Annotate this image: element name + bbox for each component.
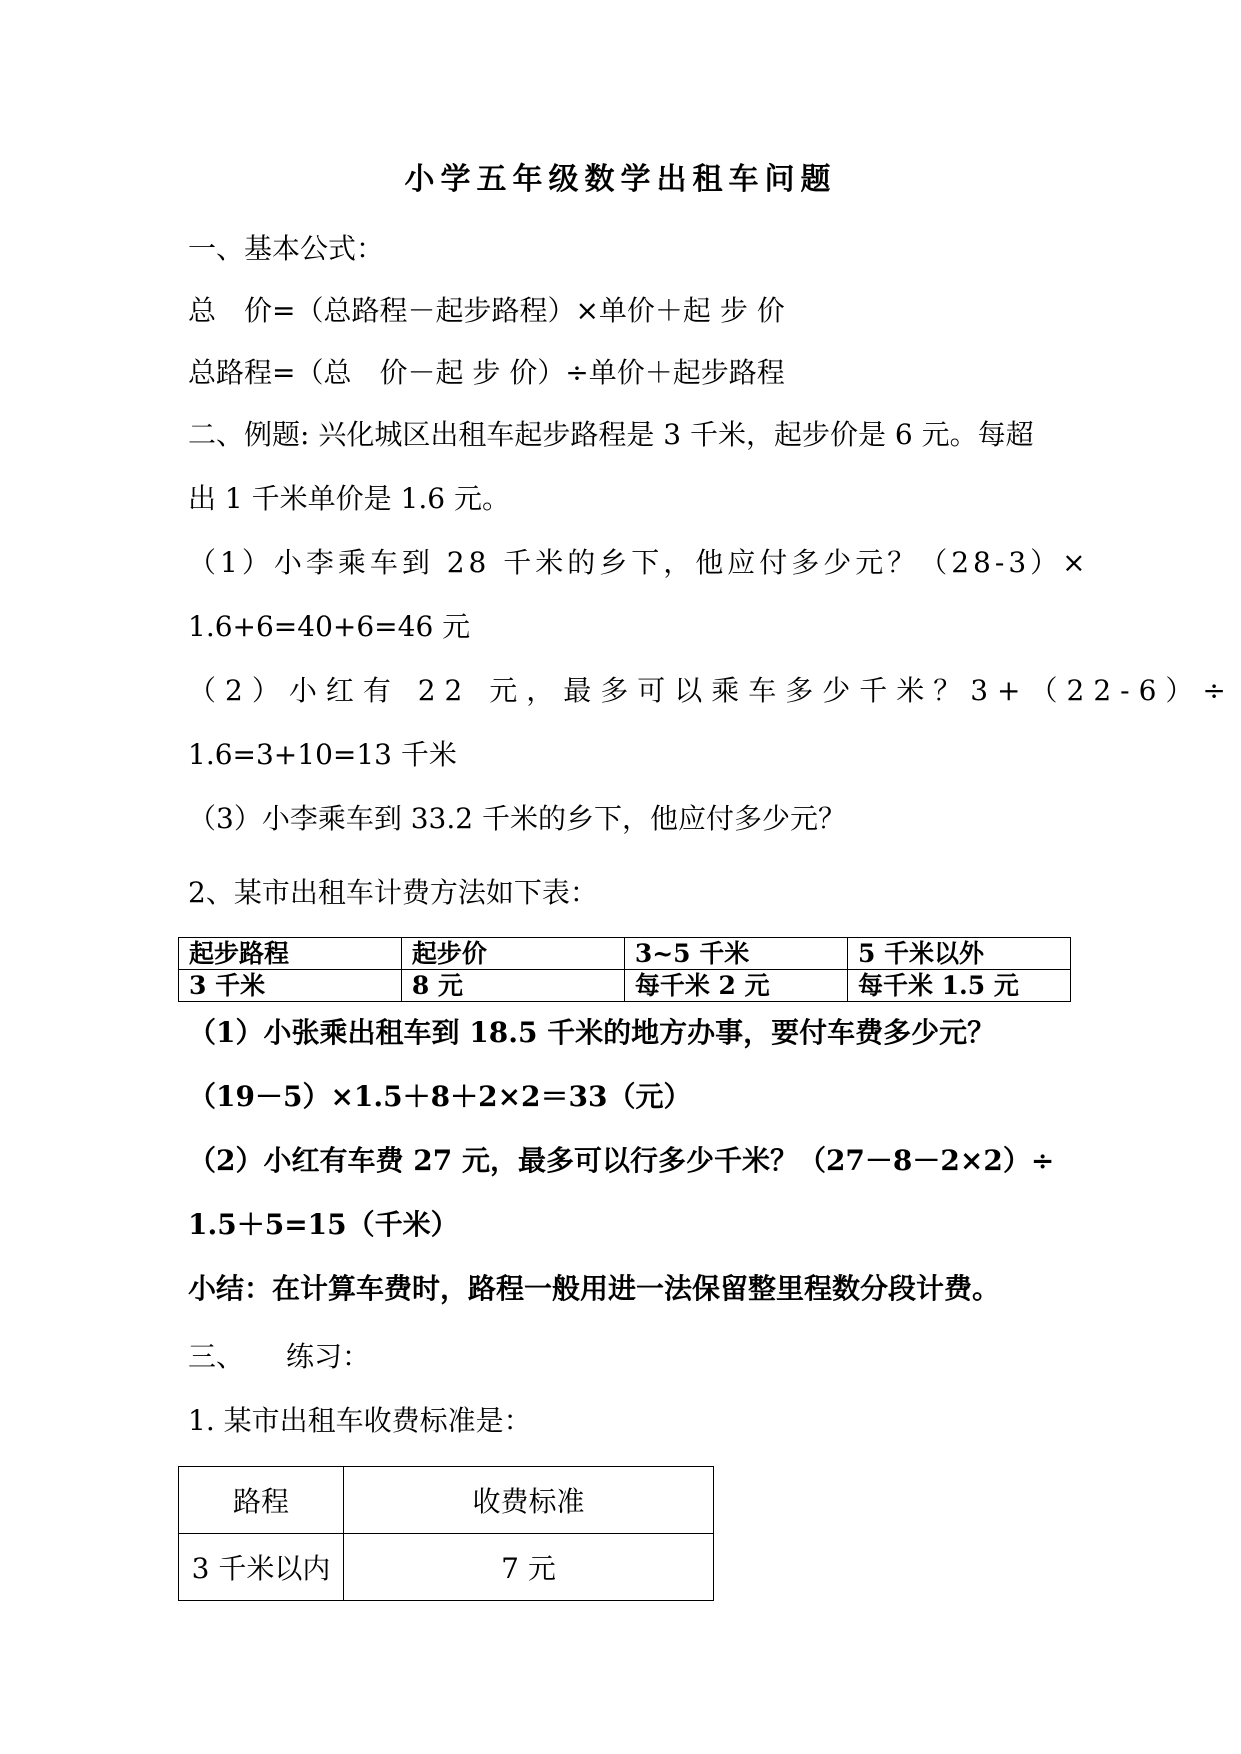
example-intro-line2: 出 1 千米单价是 1.6 元。	[188, 482, 510, 515]
example2-q2-line2: 1.5＋5=15（千米）	[188, 1208, 459, 1241]
formula-total-distance: 总路程=（总 价－起 步 价）÷单价＋起步路程	[188, 356, 785, 389]
exercise1-intro: 1. 某市出租车收费标准是：	[188, 1404, 532, 1437]
table-cell: 每千米 1.5 元	[847, 970, 1070, 1002]
example-q2-line2: 1.6=3+10=13 千米	[188, 738, 457, 771]
fare-table-header-row	[179, 938, 1071, 970]
table-cell: 起步路程	[179, 938, 402, 970]
table-cell: 每千米 2 元	[624, 970, 847, 1002]
example2-a1: （19－5）×1.5＋8＋2×2＝33（元）	[188, 1080, 692, 1113]
exercise-table-row	[179, 1534, 714, 1601]
example2-q1: （1）小张乘出租车到 18.5 千米的地方办事，要付车费多少元？	[188, 1016, 996, 1049]
example-q1-line1: （1）小李乘车到 28 千米的乡下，他应付多少元？（28-3）×	[188, 546, 1090, 579]
fare-table	[178, 937, 1071, 1002]
example-q1-line2: 1.6+6=40+6=46 元	[188, 610, 471, 643]
summary: 小结：在计算车费时，路程一般用进一法保留整里程数分段计费。	[188, 1272, 1001, 1305]
table-cell: 3 千米以内	[179, 1534, 344, 1601]
example2-intro: 2、某市出租车计费方法如下表：	[188, 876, 598, 909]
fare-table-row	[179, 970, 1071, 1002]
table-cell: 3 千米	[179, 970, 402, 1002]
table-cell: 8 元	[401, 970, 624, 1002]
table-cell: 收费标准	[344, 1467, 714, 1534]
table-cell: 5 千米以外	[847, 938, 1070, 970]
table-cell: 起步价	[401, 938, 624, 970]
section1-heading: 一、基本公式：	[188, 232, 385, 265]
table-cell: 路程	[179, 1467, 344, 1534]
example-q3: （3）小李乘车到 33.2 千米的乡下，他应付多少元？	[188, 802, 846, 835]
section3-heading: 三、 练习：	[188, 1340, 371, 1373]
table-cell: 3~5 千米	[624, 938, 847, 970]
formula-total-price: 总 价=（总路程－起步路程）×单价＋起 步 价	[188, 294, 785, 327]
example-q2-line1: （2）小红有 22 元，最多可以乘车多少千米？3+（22-6）÷	[188, 674, 1235, 707]
exercise-table-header-row	[179, 1467, 714, 1534]
example2-q2-line1: （2）小红有车费 27 元，最多可以行多少千米？（27－8－2×2）÷	[188, 1144, 1055, 1177]
page-title: 小学五年级数学出租车问题	[404, 162, 837, 197]
example-intro-line1: 二、例题: 兴化城区出租车起步路程是 3 千米，起步价是 6 元。每超	[188, 418, 1034, 451]
exercise-fare-table	[178, 1466, 714, 1601]
table-cell: 7 元	[344, 1534, 714, 1601]
